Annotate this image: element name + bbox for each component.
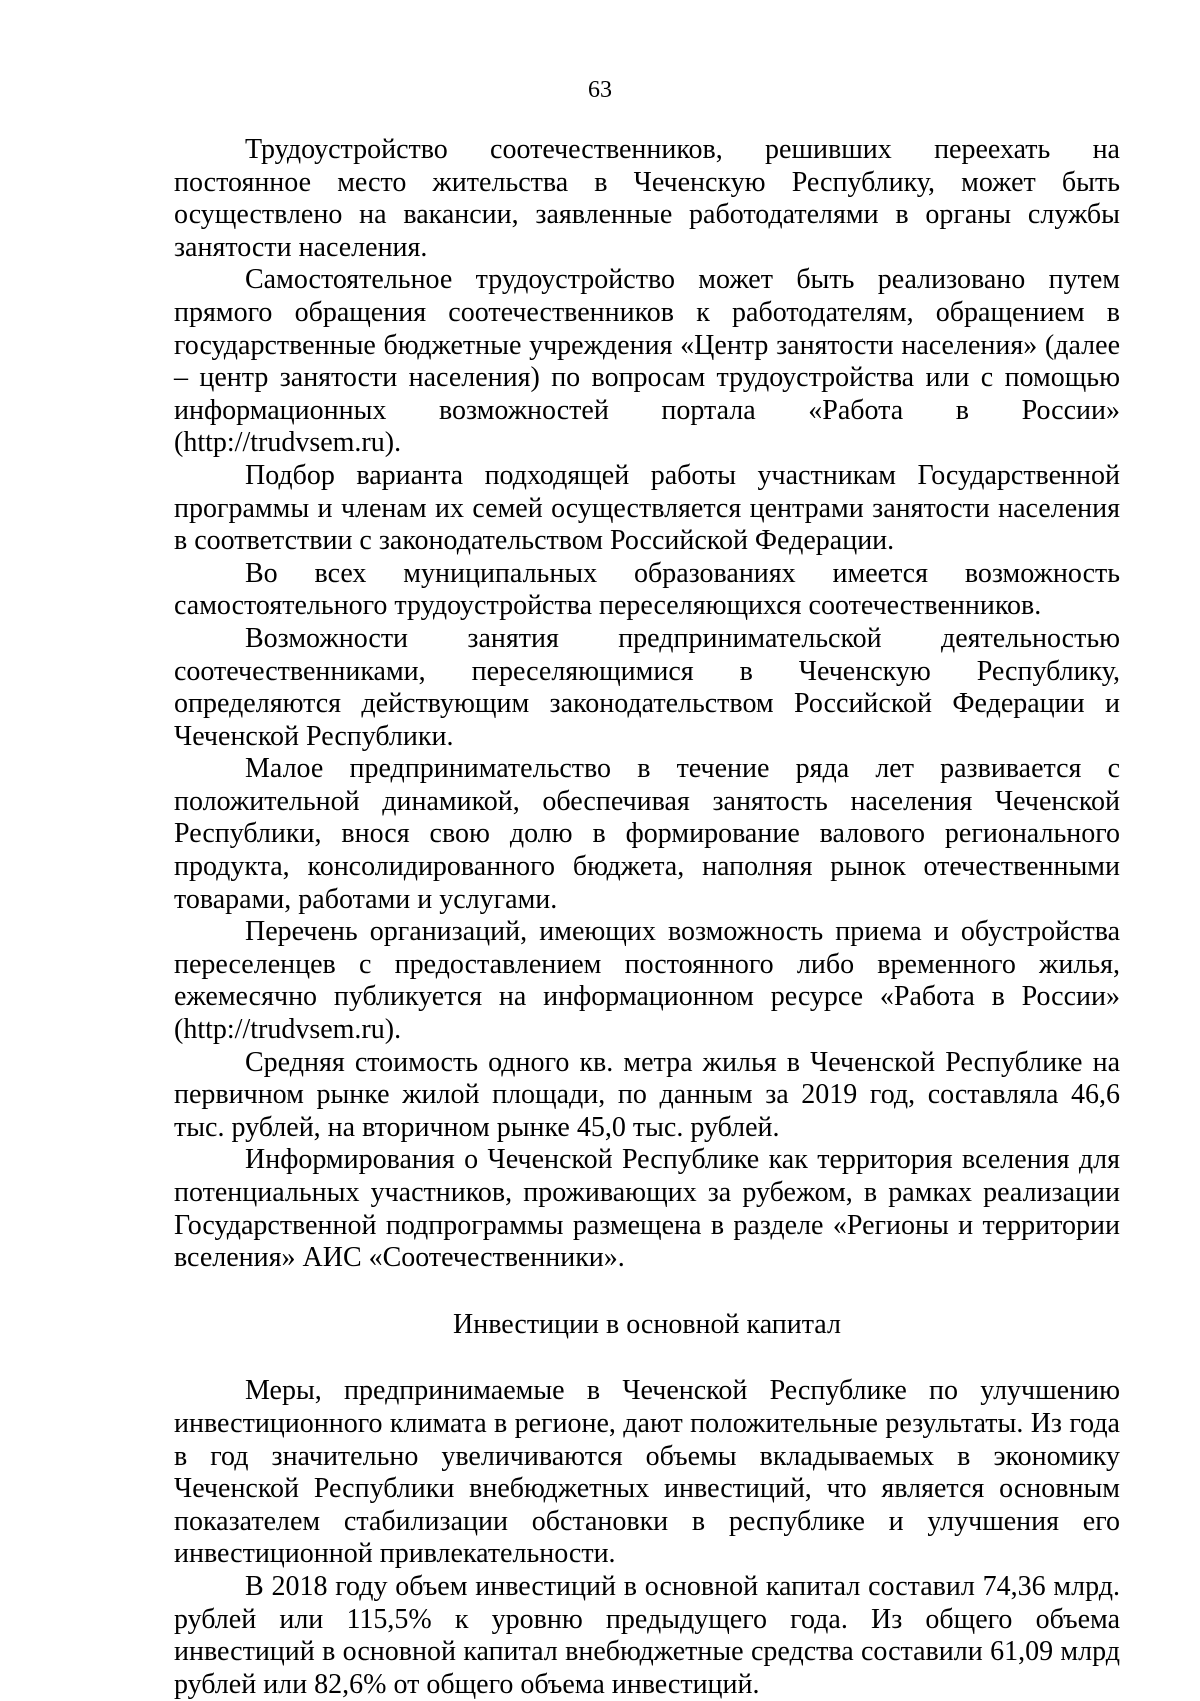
paragraph: В 2018 году объем инвестиций в основной капитал составил 74,36 млрд. рублей или 115,5% к уровню предыдущего года. Из общего объема инвестиций в основной капитал внебюджетные средства составили 61,09 млрд рублей или 82,6% от общего объема инвестиций. <box>174 1570 1120 1700</box>
paragraph: Меры, предпринимаемые в Чеченской Республике по улучшению инвестиционного климата в регионе, дают положительные результаты. Из года в год значительно увеличиваются объемы вкладываемых в экономику Чеченской Республики внебюджетных инвестиций, что является основным показателем стабилизации обстановки в республике и улучшения его инвестиционной привлекательности. <box>174 1375 1120 1570</box>
paragraph: Информирования о Чеченской Республике как территория вселения для потенциальных участников, проживающих за рубежом, в рамках реализации Государственной подпрограммы размещена в разделе «Регионы и территории вселения» АИС «Соотечественники». <box>174 1144 1120 1274</box>
paragraph: Средняя стоимость одного кв. метра жилья в Чеченской Республике на первичном рынке жилой площади, по данным за 2019 год, составляла 46,6 тыс. рублей, на вторичном рынке 45,0 тыс. рублей. <box>174 1046 1120 1143</box>
page-number: 63 <box>588 77 612 103</box>
section-heading: Инвестиции в основной капитал <box>453 1308 841 1340</box>
paragraph: Малое предпринимательство в течение ряда лет развивается с положительной динамикой, обеспечивая занятость населения Чеченской Республики, внося свою долю в формирование валового регионального продукта, консолидированного бюджета, наполняя рынок отечественными товарами, работами и услугами. <box>174 753 1120 915</box>
paragraph: Трудоустройство соотечественников, решивших переехать на постоянное место жительства в Чеченскую Республику, может быть осуществлено на вакансии, заявленные работодателями в органы службы занятости населения. <box>174 134 1120 263</box>
paragraph: Перечень организаций, имеющих возможность приема и обустройства переселенцев с предоставлением постоянного либо временного жилья, ежемесячно публикуется на информационном ресурсе «Работа в России» (http://trudvsem.ru). <box>174 916 1120 1046</box>
paragraph: Подбор варианта подходящей работы участникам Государственной программы и членам их семей осуществляется центрами занятости населения в соответствии с законодательством Российской Федерации. <box>174 459 1120 557</box>
document-body <box>174 134 1120 1701</box>
paragraph: Самостоятельное трудоустройство может быть реализовано путем прямого обращения соотечественников к работодателям, обращением в государственные бюджетные учреждения «Центр занятости населения» (далее – центр занятости населения) по вопросам трудоустройства или с помощью информационных возможностей портала «Работа в России» (http://trudvsem.ru). <box>174 264 1120 459</box>
paragraph: Во всех муниципальных образованиях имеется возможность самостоятельного трудоустройства переселяющихся соотечественников. <box>174 557 1120 622</box>
paragraph: Возможности занятия предпринимательской деятельностью соотечественниками, переселяющимися в Чеченскую Республику, определяются действующим законодательством Российской Федерации и Чеченской Республики. <box>174 622 1120 752</box>
